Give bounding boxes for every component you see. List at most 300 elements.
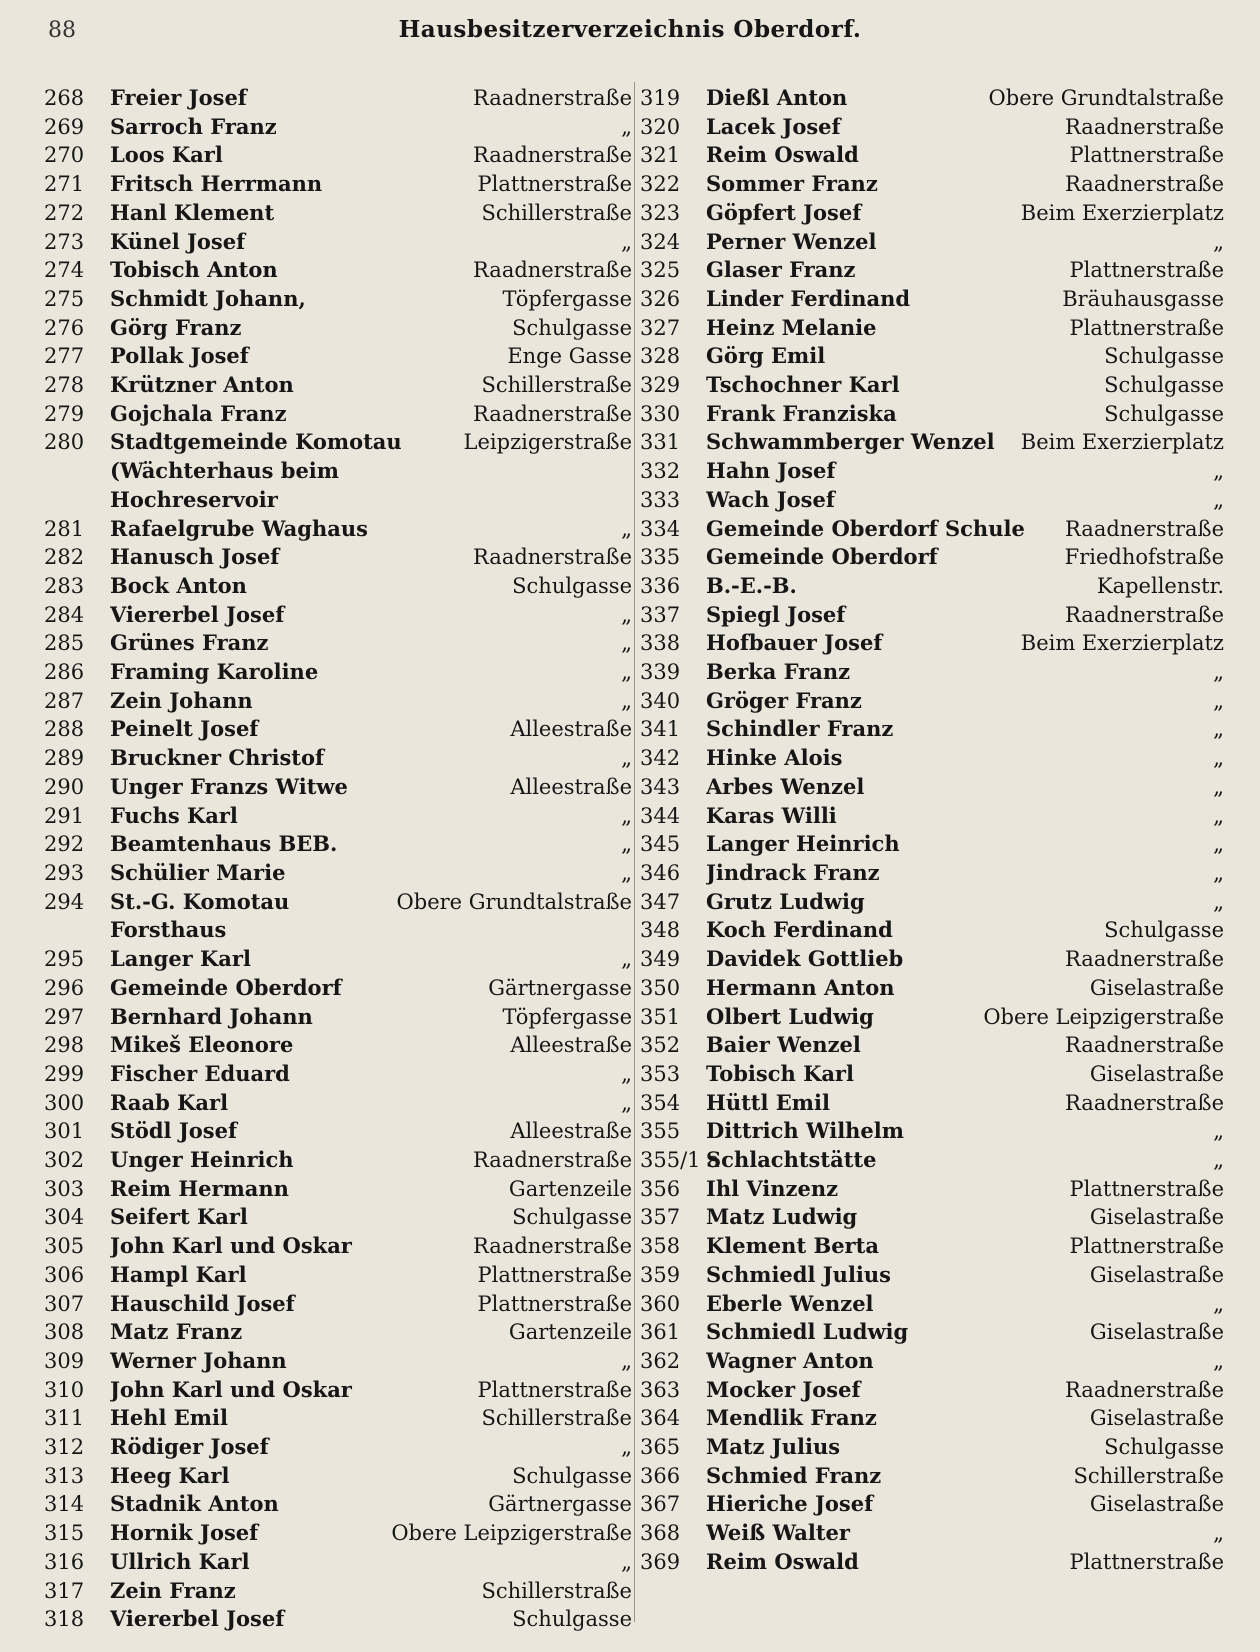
house-number: 300: [44, 1090, 85, 1115]
street-name: „: [1213, 660, 1224, 685]
list-item: [640, 1548, 1224, 1577]
list-item: [44, 141, 632, 170]
house-number: 299: [44, 1061, 85, 1086]
street-name: Giselastraße: [1089, 1492, 1224, 1517]
owner-name: Hinke Alois: [706, 745, 843, 771]
list-item: [640, 916, 1224, 945]
street-name: Alleestraße: [510, 1119, 632, 1144]
house-number: 355/1 a: [640, 1148, 720, 1173]
house-number: 330: [640, 401, 681, 426]
owner-name: Reim Oswald: [706, 1548, 859, 1574]
owner-name: Tschochner Karl: [706, 372, 900, 398]
list-item: [640, 371, 1224, 400]
street-name: Töpfergasse: [502, 286, 632, 311]
house-number: 309: [44, 1348, 85, 1373]
list-item: [44, 572, 632, 601]
house-number: 303: [44, 1176, 85, 1201]
house-number: 308: [44, 1320, 85, 1345]
house-number: 369: [640, 1549, 681, 1574]
house-number: 356: [640, 1176, 681, 1201]
owner-name: Grutz Ludwig: [706, 888, 865, 914]
street-name: Plattnerstraße: [1069, 1549, 1224, 1574]
house-number: 310: [44, 1377, 85, 1402]
owner-name: Hüttl Emil: [706, 1089, 830, 1115]
house-number: 295: [44, 947, 85, 972]
street-name: Plattnerstraße: [477, 1291, 632, 1316]
house-number: 332: [640, 459, 681, 484]
street-name: „: [1213, 1119, 1224, 1144]
house-number: 306: [44, 1262, 85, 1287]
list-item: [44, 1462, 632, 1491]
list-item: [640, 285, 1224, 314]
owner-name: Mendlik Franz: [706, 1405, 877, 1431]
list-item: [44, 256, 632, 285]
street-name: „: [1213, 1521, 1224, 1546]
house-number: 317: [44, 1578, 85, 1603]
street-name: Plattnerstraße: [1069, 315, 1224, 340]
owner-name: Hehl Emil: [110, 1405, 228, 1431]
owner-name: Berka Franz: [706, 659, 851, 685]
street-name: „: [621, 602, 632, 627]
house-number: 290: [44, 774, 85, 799]
owner-name: Langer Karl: [110, 946, 251, 972]
owner-name: Ihl Vinzenz: [706, 1175, 839, 1201]
list-item: [44, 199, 632, 228]
list-item: [640, 1003, 1224, 1032]
street-name: Raadnerstraße: [1065, 1033, 1224, 1058]
street-name: Schillerstraße: [481, 373, 632, 398]
owner-name: Fuchs Karl: [110, 802, 238, 828]
house-number: 361: [640, 1320, 681, 1345]
left-column: [44, 84, 632, 1634]
street-name: Schillerstraße: [1073, 1463, 1224, 1488]
street-name: Raadnerstraße: [1065, 947, 1224, 972]
house-number: 329: [640, 373, 681, 398]
owner-name: Hanusch Josef: [110, 544, 280, 570]
house-number: 287: [44, 688, 85, 713]
house-number: 294: [44, 889, 85, 914]
list-item: [640, 744, 1224, 773]
street-name: Gartenzeile: [508, 1320, 632, 1345]
house-number: 323: [640, 200, 681, 225]
street-name: „: [621, 1549, 632, 1574]
owner-name: Gojchala Franz: [110, 400, 287, 426]
list-item: [44, 629, 632, 658]
house-number: 275: [44, 286, 85, 311]
owner-name: Glaser Franz: [706, 257, 856, 283]
owner-name: Seifert Karl: [110, 1204, 248, 1230]
owner-name: Künel Josef: [110, 228, 246, 254]
list-item: [640, 974, 1224, 1003]
list-item: [44, 1003, 632, 1032]
owner-name: Lacek Josef: [706, 113, 841, 139]
list-item: [44, 1548, 632, 1577]
owner-name: Rödiger Josef: [110, 1434, 269, 1460]
street-name: Plattnerstraße: [477, 172, 632, 197]
owner-name: Reim Hermann: [110, 1175, 289, 1201]
list-item: [44, 773, 632, 802]
street-name: Töpfergasse: [502, 1004, 632, 1029]
list-item: [640, 515, 1224, 544]
house-number: 328: [640, 344, 681, 369]
street-name: Schulgasse: [512, 573, 632, 598]
list-item: [640, 658, 1224, 687]
street-name: Raadnerstraße: [1065, 1090, 1224, 1115]
list-item: [44, 802, 632, 831]
owner-name: Schmiedl Julius: [706, 1261, 892, 1287]
house-number: 331: [640, 430, 681, 455]
street-name: Schulgasse: [512, 1205, 632, 1230]
street-name: Schulgasse: [1104, 1435, 1224, 1460]
list-item: [640, 1175, 1224, 1204]
owner-name: Schülier Marie: [110, 859, 286, 885]
house-number: 289: [44, 746, 85, 771]
owner-name: Hermann Anton: [706, 974, 895, 1000]
list-item: [640, 400, 1224, 429]
list-item: [640, 601, 1224, 630]
house-number: 285: [44, 631, 85, 656]
house-number: 305: [44, 1234, 85, 1259]
street-name: Raadnerstraße: [1065, 1377, 1224, 1402]
street-name: Beim Exerzierplatz: [1020, 631, 1224, 656]
owner-name: Hieriche Josef: [706, 1491, 874, 1517]
house-number: 278: [44, 373, 85, 398]
owner-name: Ullrich Karl: [110, 1548, 250, 1574]
street-name: Obere Leipzigerstraße: [391, 1521, 632, 1546]
list-item: [640, 802, 1224, 831]
list-item: [640, 170, 1224, 199]
house-number: 274: [44, 258, 85, 283]
list-item: [640, 773, 1224, 802]
owner-name: Frank Franziska: [706, 400, 897, 426]
street-name: Alleestraße: [510, 774, 632, 799]
street-name: Schillerstraße: [481, 200, 632, 225]
list-item: [640, 830, 1224, 859]
list-item: [44, 859, 632, 888]
house-number: 359: [640, 1262, 681, 1287]
house-number: 268: [44, 86, 85, 110]
list-item: [44, 400, 632, 429]
house-number: 358: [640, 1234, 681, 1259]
list-item: [640, 1232, 1224, 1261]
street-name: Alleestraße: [510, 1033, 632, 1058]
list-item: [640, 888, 1224, 917]
list-item: [640, 629, 1224, 658]
owner-name: Hofbauer Josef: [706, 630, 883, 656]
house-number: 302: [44, 1148, 85, 1173]
owner-name: Viererbel Josef: [110, 1606, 285, 1632]
house-number: 298: [44, 1033, 85, 1058]
house-number: 355: [640, 1119, 681, 1144]
street-name: Giselastraße: [1089, 975, 1224, 1000]
house-number: 346: [640, 860, 681, 885]
street-name: „: [621, 947, 632, 972]
owner-name: Mocker Josef: [706, 1376, 861, 1402]
owner-name: Arbes Wenzel: [706, 773, 865, 799]
house-number: 345: [640, 832, 681, 857]
street-name: Obere Grundtalstraße: [396, 889, 632, 914]
owner-name: Tobisch Anton: [110, 257, 278, 283]
street-name: „: [621, 229, 632, 254]
owner-name: Wagner Anton: [706, 1347, 874, 1373]
house-number: 315: [44, 1521, 85, 1546]
list-item: [640, 1089, 1224, 1118]
house-number: 348: [640, 918, 681, 943]
owner-name: Bernhard Johann: [110, 1003, 313, 1029]
owner-name: Pollak Josef: [110, 343, 249, 369]
house-number: 368: [640, 1521, 681, 1546]
house-number: 284: [44, 602, 85, 627]
street-name: „: [621, 660, 632, 685]
list-item: [640, 457, 1224, 486]
owner-name: Fischer Eduard: [110, 1060, 290, 1086]
street-name: Raadnerstraße: [473, 545, 632, 570]
list-item: [640, 572, 1224, 601]
owner-name: Dittrich Wilhelm: [706, 1118, 904, 1144]
street-name: Raadnerstraße: [1065, 516, 1224, 541]
owner-name: Heeg Karl: [110, 1462, 230, 1488]
owner-name: Gemeinde Oberdorf: [706, 544, 938, 570]
list-item: [640, 141, 1224, 170]
house-number: 321: [640, 143, 681, 168]
list-item: [640, 486, 1224, 515]
house-number: 297: [44, 1004, 85, 1029]
owner-name: Peinelt Josef: [110, 716, 259, 742]
house-number: 342: [640, 746, 681, 771]
list-item: [44, 1347, 632, 1376]
owner-name: Gemeinde Oberdorf: [110, 974, 342, 1000]
owner-name: Langer Heinrich: [706, 831, 900, 857]
owner-name: Bruckner Christof: [110, 745, 325, 771]
street-name: „: [621, 832, 632, 857]
owner-name: Matz Julius: [706, 1434, 841, 1460]
street-name: Giselastraße: [1089, 1061, 1224, 1086]
house-number: 366: [640, 1463, 681, 1488]
street-name: Schillerstraße: [481, 1406, 632, 1431]
house-number: 343: [640, 774, 681, 799]
list-item: [44, 945, 632, 974]
list-item: [44, 1232, 632, 1261]
list-item: [640, 314, 1224, 343]
owner-name: Viererbel Josef: [110, 601, 285, 627]
house-number: 269: [44, 114, 85, 139]
street-name: Obere Grundtalstraße: [988, 86, 1224, 110]
list-item: [640, 1203, 1224, 1232]
street-name: Bräuhausgasse: [1062, 286, 1224, 311]
owner-name: Reim Oswald: [706, 142, 859, 168]
owner-name: Schmiedl Ludwig: [706, 1319, 909, 1345]
street-name: Enge Gasse: [507, 344, 632, 369]
street-name: Raadnerstraße: [473, 1234, 632, 1259]
owner-name: Perner Wenzel: [706, 228, 877, 254]
list-item: [44, 1519, 632, 1548]
house-number: 337: [640, 602, 681, 627]
owner-name: Krützner Anton: [110, 372, 294, 398]
house-number: 293: [44, 860, 85, 885]
owner-name: Karas Willi: [706, 802, 837, 828]
house-number: 357: [640, 1205, 681, 1230]
owner-name: Dießl Anton: [706, 85, 848, 110]
column-divider: [634, 82, 635, 1622]
list-item: [640, 199, 1224, 228]
street-name: Beim Exerzierplatz: [1020, 430, 1224, 455]
house-number: 326: [640, 286, 681, 311]
house-number: 280: [44, 430, 85, 455]
owner-name: Schlachtstätte: [706, 1147, 877, 1173]
house-number: 362: [640, 1348, 681, 1373]
house-number: 367: [640, 1492, 681, 1517]
list-item: [44, 84, 632, 113]
list-item: [640, 543, 1224, 572]
street-name: „: [1213, 229, 1224, 254]
house-number: 364: [640, 1406, 681, 1431]
street-name: Raadnerstraße: [1065, 172, 1224, 197]
house-number: 320: [640, 114, 681, 139]
house-number: 282: [44, 545, 85, 570]
owner-name: Raab Karl: [110, 1089, 229, 1115]
owner-name: Wach Josef: [706, 486, 835, 512]
house-number: 276: [44, 315, 85, 340]
list-item: [44, 1203, 632, 1232]
owner-name: B.-E.-B.: [706, 572, 797, 598]
house-number: 351: [640, 1004, 681, 1029]
street-name: Schulgasse: [1104, 344, 1224, 369]
street-name: Raadnerstraße: [473, 86, 632, 110]
owner-name: Zein Johann: [110, 687, 253, 713]
owner-name: Werner Johann: [110, 1347, 287, 1373]
house-number: 350: [640, 975, 681, 1000]
owner-name: Matz Franz: [110, 1319, 243, 1345]
owner-name: Olbert Ludwig: [706, 1003, 874, 1029]
house-number: 271: [44, 172, 85, 197]
owner-name: Sommer Franz: [706, 171, 878, 197]
street-name: Schulgasse: [512, 315, 632, 340]
house-number: 301: [44, 1119, 85, 1144]
list-item: [44, 170, 632, 199]
owner-name: Stadtgemeinde Komotau (Wächterhaus beim Hochreservoir: [110, 429, 402, 512]
house-number: 336: [640, 573, 681, 598]
street-name: Kapellenstr.: [1096, 573, 1224, 598]
list-item: [44, 1490, 632, 1519]
list-item: [640, 1290, 1224, 1319]
street-name: Gärtnergasse: [488, 1492, 632, 1517]
list-item: [44, 601, 632, 630]
house-number: 313: [44, 1463, 85, 1488]
house-number: 283: [44, 573, 85, 598]
house-number: 296: [44, 975, 85, 1000]
list-item: [44, 1433, 632, 1462]
street-name: Gärtnergasse: [488, 975, 632, 1000]
list-item: [44, 1175, 632, 1204]
street-name: „: [1213, 487, 1224, 512]
street-name: Giselastraße: [1089, 1205, 1224, 1230]
street-name: „: [1213, 1148, 1224, 1173]
list-item: [640, 1060, 1224, 1089]
owner-name: John Karl und Oskar: [110, 1376, 352, 1402]
owner-name: Beamtenhaus BEB.: [110, 831, 338, 857]
street-name: „: [1213, 860, 1224, 885]
owner-name: Hahn Josef: [706, 458, 836, 484]
house-number: 291: [44, 803, 85, 828]
list-item: [640, 687, 1224, 716]
house-number: 334: [640, 516, 681, 541]
street-name: Plattnerstraße: [1069, 258, 1224, 283]
owner-name: Matz Ludwig: [706, 1204, 858, 1230]
list-item: [44, 830, 632, 859]
house-number: 341: [640, 717, 681, 742]
street-name: „: [621, 688, 632, 713]
street-name: Raadnerstraße: [1065, 602, 1224, 627]
owner-name: John Karl und Oskar: [110, 1233, 352, 1259]
street-name: Plattnerstraße: [477, 1262, 632, 1287]
street-name: Raadnerstraße: [473, 401, 632, 426]
street-name: „: [621, 516, 632, 541]
list-item: [44, 1290, 632, 1319]
list-item: [44, 1117, 632, 1146]
owner-name: Tobisch Karl: [706, 1060, 854, 1086]
house-number: 288: [44, 717, 85, 742]
owner-name: Heinz Melanie: [706, 314, 877, 340]
house-number: 270: [44, 143, 85, 168]
owner-name: Rafaelgrube Waghaus: [110, 515, 368, 541]
owner-name: Spiegl Josef: [706, 601, 846, 627]
list-item: [640, 1490, 1224, 1519]
owner-name: Framing Karoline: [110, 659, 319, 685]
list-item: [44, 1261, 632, 1290]
list-item: [640, 1318, 1224, 1347]
owner-name: Baier Wenzel: [706, 1032, 861, 1058]
list-item: [44, 1318, 632, 1347]
house-number: 281: [44, 516, 85, 541]
list-item: [640, 1433, 1224, 1462]
house-number: 325: [640, 258, 681, 283]
owner-name: Weiß Walter: [706, 1520, 850, 1546]
owner-name: Loos Karl: [110, 142, 223, 168]
street-name: Giselastraße: [1089, 1320, 1224, 1345]
owner-name: Schmidt Johann,: [110, 285, 306, 311]
owner-name: Hanl Klement: [110, 199, 275, 225]
list-item: [640, 715, 1224, 744]
list-item: [44, 1577, 632, 1606]
list-item: [44, 428, 632, 514]
owner-name: Schwammberger Wenzel: [706, 429, 995, 455]
list-item: [44, 1376, 632, 1405]
list-item: [640, 945, 1224, 974]
house-number: 338: [640, 631, 681, 656]
street-name: Raadnerstraße: [473, 1148, 632, 1173]
list-item: [640, 1117, 1224, 1146]
list-item: [640, 1462, 1224, 1491]
owner-name: Linder Ferdinand: [706, 285, 911, 311]
owner-name: Schindler Franz: [706, 716, 894, 742]
list-item: [640, 1519, 1224, 1548]
street-name: „: [1213, 832, 1224, 857]
street-name: „: [1213, 688, 1224, 713]
house-number: 344: [640, 803, 681, 828]
list-item: [640, 228, 1224, 257]
house-number: 319: [640, 86, 681, 110]
house-number: 339: [640, 660, 681, 685]
house-number: 277: [44, 344, 85, 369]
list-item: [44, 1089, 632, 1118]
owner-name: St.-G. Komotau Forsthaus: [110, 888, 290, 943]
house-number: 286: [44, 660, 85, 685]
street-name: Plattnerstraße: [477, 1377, 632, 1402]
list-item: [44, 974, 632, 1003]
list-item: [44, 715, 632, 744]
house-number: 312: [44, 1435, 85, 1460]
list-item: [640, 256, 1224, 285]
